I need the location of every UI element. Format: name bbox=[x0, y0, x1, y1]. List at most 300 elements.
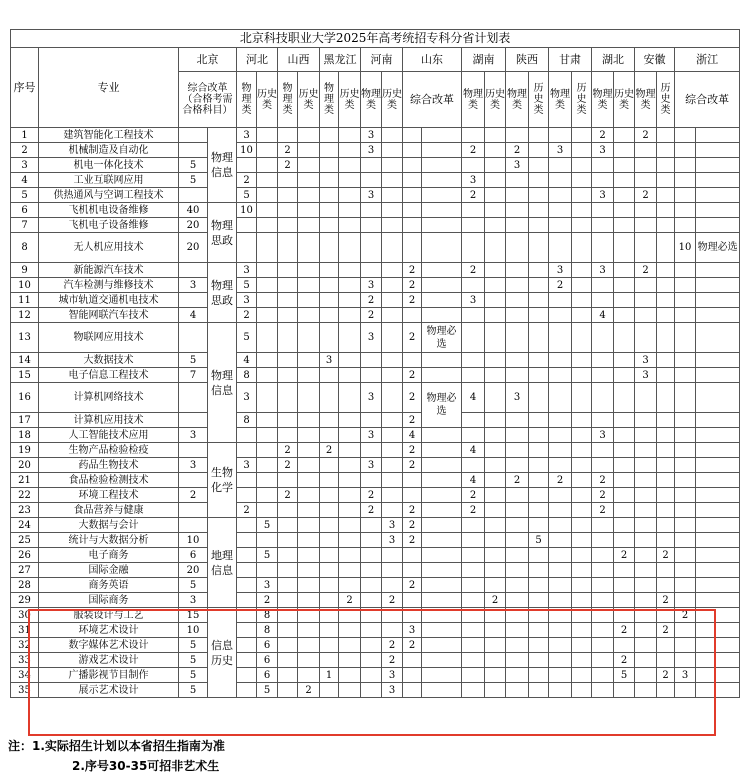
cell-bj: 20 bbox=[179, 218, 208, 233]
table-row bbox=[11, 203, 740, 218]
cell-hunan-h bbox=[485, 188, 506, 203]
cell-hebei-p: 5 bbox=[237, 278, 257, 293]
cell-hlj-h bbox=[339, 548, 361, 563]
cell-gansu-h bbox=[572, 623, 592, 638]
cell-hebei-h: 6 bbox=[257, 653, 278, 668]
cell-shanxi-p bbox=[278, 503, 298, 518]
cell-seq: 10 bbox=[11, 278, 39, 293]
cell-seq: 35 bbox=[11, 683, 39, 698]
cell-shanxi-h bbox=[298, 128, 320, 143]
cell-sd-b bbox=[422, 593, 462, 608]
cell-major: 统计与大数据分析 bbox=[39, 533, 179, 548]
cell-hlj-p bbox=[320, 278, 339, 293]
cell-hebei-p: 2 bbox=[237, 173, 257, 188]
cell-hubei-p bbox=[592, 623, 614, 638]
cell-hebei-p: 8 bbox=[237, 368, 257, 383]
cell-hlj-p bbox=[320, 503, 339, 518]
cell-shanxi-p bbox=[278, 593, 298, 608]
cell-hunan-h bbox=[485, 158, 506, 173]
cell-major: 工业互联网应用 bbox=[39, 173, 179, 188]
header-hunan-phys: 物理类 bbox=[462, 72, 485, 128]
cell-hunan-p bbox=[462, 158, 485, 173]
cell-anhui-h bbox=[657, 233, 675, 263]
cell-shaanxi-p bbox=[506, 233, 529, 263]
cell-gansu-p bbox=[549, 173, 572, 188]
cell-zj-a bbox=[675, 383, 696, 413]
cell-anhui-p bbox=[635, 443, 657, 458]
cell-hlj-h bbox=[339, 188, 361, 203]
cell-hubei-h bbox=[614, 188, 635, 203]
cell-anhui-h bbox=[657, 653, 675, 668]
cell-gansu-p bbox=[549, 458, 572, 473]
footnote-2: 2.序号30-35可招非艺术生 bbox=[72, 759, 220, 773]
cell-sd-a: 2 bbox=[403, 518, 422, 533]
cell-sd-b bbox=[422, 548, 462, 563]
cell-hubei-h: 2 bbox=[614, 653, 635, 668]
cell-hunan-h bbox=[485, 638, 506, 653]
cell-shanxi-h bbox=[298, 158, 320, 173]
cell-shaanxi-p bbox=[506, 173, 529, 188]
cell-zj-a bbox=[675, 158, 696, 173]
cell-zj-b bbox=[696, 128, 740, 143]
cell-gansu-p bbox=[549, 218, 572, 233]
cell-shanxi-h bbox=[298, 233, 320, 263]
cell-hunan-h bbox=[485, 383, 506, 413]
header-hebei-phys: 物理类 bbox=[237, 72, 257, 128]
cell-zj-a bbox=[675, 188, 696, 203]
cell-sd-a: 2 bbox=[403, 443, 422, 458]
header-province-zhejiang: 浙江 bbox=[675, 48, 740, 72]
cell-hebei-p: 5 bbox=[237, 188, 257, 203]
cell-bj: 5 bbox=[179, 653, 208, 668]
cell-sd-b bbox=[422, 608, 462, 623]
cell-hunan-p bbox=[462, 128, 485, 143]
cell-bj: 6 bbox=[179, 548, 208, 563]
cell-henan-p: 3 bbox=[361, 428, 382, 443]
cell-hlj-h bbox=[339, 353, 361, 368]
cell-henan-p bbox=[361, 218, 382, 233]
cell-hunan-h: 2 bbox=[485, 593, 506, 608]
cell-hlj-p: 1 bbox=[320, 668, 339, 683]
cell-sd-a: 2 bbox=[403, 413, 422, 428]
cell-gansu-p bbox=[549, 383, 572, 413]
header-anhui-hist: 历史类 bbox=[657, 72, 675, 128]
cell-hebei-h bbox=[257, 488, 278, 503]
header-row-provinces bbox=[11, 48, 740, 72]
cell-gansu-p bbox=[549, 503, 572, 518]
subject-group-label: 生物化学 bbox=[208, 443, 237, 518]
header-beijing-reform: 综合改革（合格考需合格科目） bbox=[179, 72, 237, 128]
cell-hunan-h bbox=[485, 143, 506, 158]
cell-gansu-p bbox=[549, 413, 572, 428]
cell-shaanxi-h bbox=[529, 308, 549, 323]
cell-gansu-p: 2 bbox=[549, 278, 572, 293]
cell-shaanxi-h bbox=[529, 518, 549, 533]
cell-bj bbox=[179, 443, 208, 458]
cell-henan-h bbox=[382, 293, 403, 308]
header-heilongjiang-hist: 历史类 bbox=[339, 72, 361, 128]
cell-henan-h bbox=[382, 428, 403, 443]
cell-hlj-p bbox=[320, 623, 339, 638]
cell-sd-b bbox=[422, 578, 462, 593]
cell-gansu-h bbox=[572, 593, 592, 608]
cell-sd-b bbox=[422, 233, 462, 263]
cell-zj-a bbox=[675, 653, 696, 668]
cell-gansu-h bbox=[572, 293, 592, 308]
cell-zj-a bbox=[675, 293, 696, 308]
cell-anhui-p bbox=[635, 278, 657, 293]
cell-hunan-p bbox=[462, 683, 485, 698]
cell-zj-a bbox=[675, 533, 696, 548]
cell-anhui-p bbox=[635, 473, 657, 488]
cell-gansu-p bbox=[549, 623, 572, 638]
cell-hunan-p: 2 bbox=[462, 188, 485, 203]
cell-shanxi-p bbox=[278, 278, 298, 293]
cell-gansu-h bbox=[572, 443, 592, 458]
cell-zj-b bbox=[696, 323, 740, 353]
cell-henan-p bbox=[361, 683, 382, 698]
cell-shanxi-h bbox=[298, 263, 320, 278]
cell-shanxi-p bbox=[278, 518, 298, 533]
cell-shanxi-h bbox=[298, 278, 320, 293]
cell-anhui-h bbox=[657, 263, 675, 278]
cell-hlj-p bbox=[320, 428, 339, 443]
cell-seq: 33 bbox=[11, 653, 39, 668]
cell-hlj-p bbox=[320, 293, 339, 308]
table-row bbox=[11, 503, 740, 518]
cell-hubei-h bbox=[614, 203, 635, 218]
cell-hebei-h bbox=[257, 203, 278, 218]
cell-hebei-p bbox=[237, 488, 257, 503]
cell-hunan-p bbox=[462, 413, 485, 428]
cell-hebei-p bbox=[237, 548, 257, 563]
cell-gansu-p bbox=[549, 683, 572, 698]
cell-zj-b bbox=[696, 428, 740, 443]
cell-major: 服装设计与工艺 bbox=[39, 608, 179, 623]
cell-hunan-h bbox=[485, 293, 506, 308]
cell-shaanxi-h bbox=[529, 548, 549, 563]
cell-bj: 3 bbox=[179, 278, 208, 293]
cell-major: 国际金融 bbox=[39, 563, 179, 578]
cell-sd-b bbox=[422, 533, 462, 548]
cell-anhui-h bbox=[657, 143, 675, 158]
cell-hunan-h bbox=[485, 203, 506, 218]
cell-sd-a bbox=[403, 143, 422, 158]
cell-bj: 20 bbox=[179, 563, 208, 578]
cell-shanxi-p bbox=[278, 413, 298, 428]
cell-anhui-p bbox=[635, 623, 657, 638]
cell-anhui-p bbox=[635, 503, 657, 518]
cell-bj bbox=[179, 188, 208, 203]
cell-anhui-h bbox=[657, 503, 675, 518]
table-row bbox=[11, 443, 740, 458]
cell-henan-p: 2 bbox=[361, 488, 382, 503]
cell-gansu-h bbox=[572, 683, 592, 698]
cell-sd-b bbox=[422, 458, 462, 473]
cell-zj-a bbox=[675, 413, 696, 428]
cell-gansu-p: 3 bbox=[549, 263, 572, 278]
cell-hunan-p bbox=[462, 428, 485, 443]
cell-hubei-p: 3 bbox=[592, 263, 614, 278]
cell-zj-b bbox=[696, 263, 740, 278]
table-row bbox=[11, 308, 740, 323]
cell-gansu-p bbox=[549, 668, 572, 683]
cell-shaanxi-p bbox=[506, 323, 529, 353]
header-gansu-hist: 历史类 bbox=[572, 72, 592, 128]
cell-zj-b bbox=[696, 353, 740, 368]
cell-hlj-h bbox=[339, 428, 361, 443]
cell-gansu-h bbox=[572, 563, 592, 578]
cell-hunan-h bbox=[485, 488, 506, 503]
cell-zj-b bbox=[696, 383, 740, 413]
cell-hebei-h: 5 bbox=[257, 548, 278, 563]
table-row bbox=[11, 383, 740, 413]
cell-shaanxi-h bbox=[529, 293, 549, 308]
cell-anhui-p bbox=[635, 203, 657, 218]
cell-shanxi-h bbox=[298, 188, 320, 203]
cell-zj-a: 2 bbox=[675, 608, 696, 623]
cell-seq: 12 bbox=[11, 308, 39, 323]
table-row bbox=[11, 653, 740, 668]
cell-shaanxi-h bbox=[529, 173, 549, 188]
cell-gansu-h bbox=[572, 638, 592, 653]
cell-hlj-h bbox=[339, 143, 361, 158]
cell-seq: 28 bbox=[11, 578, 39, 593]
cell-gansu-p bbox=[549, 518, 572, 533]
cell-hebei-p bbox=[237, 428, 257, 443]
cell-hunan-p bbox=[462, 353, 485, 368]
cell-hubei-h: 5 bbox=[614, 668, 635, 683]
cell-henan-h bbox=[382, 443, 403, 458]
cell-hebei-h bbox=[257, 533, 278, 548]
cell-shanxi-p bbox=[278, 668, 298, 683]
cell-hunan-p: 4 bbox=[462, 383, 485, 413]
cell-henan-p: 2 bbox=[361, 308, 382, 323]
cell-zj-b bbox=[696, 668, 740, 683]
cell-hunan-p: 2 bbox=[462, 263, 485, 278]
cell-shaanxi-h bbox=[529, 623, 549, 638]
cell-gansu-h bbox=[572, 158, 592, 173]
cell-major: 环境工程技术 bbox=[39, 488, 179, 503]
cell-sd-a: 2 bbox=[403, 533, 422, 548]
cell-shaanxi-h bbox=[529, 233, 549, 263]
cell-shanxi-h bbox=[298, 518, 320, 533]
header-major: 专业 bbox=[39, 48, 179, 128]
cell-hlj-p bbox=[320, 458, 339, 473]
cell-shaanxi-h bbox=[529, 683, 549, 698]
cell-henan-p: 2 bbox=[361, 293, 382, 308]
cell-shanxi-p bbox=[278, 623, 298, 638]
cell-anhui-p bbox=[635, 668, 657, 683]
cell-shaanxi-p bbox=[506, 653, 529, 668]
cell-shaanxi-p bbox=[506, 278, 529, 293]
cell-hubei-p bbox=[592, 278, 614, 293]
cell-anhui-h bbox=[657, 488, 675, 503]
cell-anhui-h bbox=[657, 578, 675, 593]
cell-hebei-h bbox=[257, 173, 278, 188]
cell-hlj-h bbox=[339, 623, 361, 638]
cell-hunan-p: 4 bbox=[462, 473, 485, 488]
cell-hubei-p bbox=[592, 518, 614, 533]
cell-hebei-p bbox=[237, 473, 257, 488]
cell-hunan-h bbox=[485, 458, 506, 473]
cell-hebei-h bbox=[257, 503, 278, 518]
cell-hebei-p: 10 bbox=[237, 143, 257, 158]
cell-hlj-p bbox=[320, 518, 339, 533]
cell-henan-p bbox=[361, 158, 382, 173]
cell-hunan-h bbox=[485, 503, 506, 518]
cell-zj-a bbox=[675, 173, 696, 188]
cell-gansu-p bbox=[549, 158, 572, 173]
cell-henan-p bbox=[361, 443, 382, 458]
cell-hubei-h bbox=[614, 593, 635, 608]
cell-gansu-h bbox=[572, 353, 592, 368]
cell-shaanxi-p bbox=[506, 203, 529, 218]
cell-sd-b bbox=[422, 188, 462, 203]
cell-hebei-p bbox=[237, 638, 257, 653]
cell-anhui-p: 3 bbox=[635, 353, 657, 368]
cell-hlj-p bbox=[320, 263, 339, 278]
cell-shanxi-p bbox=[278, 203, 298, 218]
cell-hubei-p: 3 bbox=[592, 188, 614, 203]
cell-zj-b bbox=[696, 623, 740, 638]
cell-hlj-p bbox=[320, 173, 339, 188]
cell-zj-b bbox=[696, 203, 740, 218]
cell-hubei-h bbox=[614, 443, 635, 458]
cell-hlj-p bbox=[320, 473, 339, 488]
cell-shanxi-h bbox=[298, 293, 320, 308]
cell-hlj-h bbox=[339, 458, 361, 473]
header-shanxi-phys: 物理类 bbox=[278, 72, 298, 128]
cell-bj: 40 bbox=[179, 203, 208, 218]
cell-sd-a bbox=[403, 548, 422, 563]
cell-henan-h bbox=[382, 368, 403, 383]
cell-major: 大数据与会计 bbox=[39, 518, 179, 533]
cell-hunan-h bbox=[485, 533, 506, 548]
enrollment-plan-table bbox=[10, 29, 740, 698]
cell-anhui-h bbox=[657, 308, 675, 323]
cell-anhui-h bbox=[657, 473, 675, 488]
cell-henan-h bbox=[382, 218, 403, 233]
cell-hubei-h bbox=[614, 353, 635, 368]
cell-zj-b bbox=[696, 653, 740, 668]
cell-sd-a: 2 bbox=[403, 638, 422, 653]
cell-zj-b bbox=[696, 308, 740, 323]
header-henan-phys: 物理类 bbox=[361, 72, 382, 128]
header-hubei-phys: 物理类 bbox=[592, 72, 614, 128]
cell-henan-p bbox=[361, 533, 382, 548]
cell-henan-p: 3 bbox=[361, 143, 382, 158]
cell-hubei-p bbox=[592, 548, 614, 563]
cell-bj bbox=[179, 263, 208, 278]
cell-hebei-p: 8 bbox=[237, 413, 257, 428]
cell-henan-h bbox=[382, 233, 403, 263]
cell-sd-b bbox=[422, 353, 462, 368]
header-hubei-hist: 历史类 bbox=[614, 72, 635, 128]
cell-shanxi-h bbox=[298, 308, 320, 323]
cell-zj-a: 10 bbox=[675, 233, 696, 263]
cell-hlj-h bbox=[339, 203, 361, 218]
table-title: 北京科技职业大学2025年高考统招专科分省计划表 bbox=[11, 30, 740, 48]
cell-shanxi-h bbox=[298, 653, 320, 668]
cell-anhui-h bbox=[657, 413, 675, 428]
cell-gansu-p bbox=[549, 128, 572, 143]
cell-bj: 3 bbox=[179, 428, 208, 443]
cell-hlj-p bbox=[320, 608, 339, 623]
cell-henan-p: 2 bbox=[361, 503, 382, 518]
header-province-gansu: 甘肃 bbox=[549, 48, 592, 72]
cell-anhui-h bbox=[657, 533, 675, 548]
cell-hebei-p bbox=[237, 533, 257, 548]
cell-henan-h bbox=[382, 353, 403, 368]
cell-shaanxi-p bbox=[506, 623, 529, 638]
cell-seq: 8 bbox=[11, 233, 39, 263]
cell-hubei-p bbox=[592, 563, 614, 578]
cell-hubei-h bbox=[614, 473, 635, 488]
header-heilongjiang-phys: 物理类 bbox=[320, 72, 339, 128]
cell-henan-p bbox=[361, 263, 382, 278]
header-shaanxi-hist: 历史类 bbox=[529, 72, 549, 128]
cell-shaanxi-h bbox=[529, 578, 549, 593]
subject-group-label: 物理信息 bbox=[208, 128, 237, 203]
cell-gansu-p bbox=[549, 653, 572, 668]
cell-hebei-p bbox=[237, 518, 257, 533]
cell-bj bbox=[179, 503, 208, 518]
cell-anhui-p bbox=[635, 593, 657, 608]
cell-henan-h bbox=[382, 173, 403, 188]
cell-anhui-h bbox=[657, 638, 675, 653]
cell-zj-a bbox=[675, 518, 696, 533]
cell-zj-b bbox=[696, 488, 740, 503]
cell-seq: 32 bbox=[11, 638, 39, 653]
cell-shanxi-h bbox=[298, 368, 320, 383]
table-row bbox=[11, 518, 740, 533]
cell-anhui-p bbox=[635, 308, 657, 323]
cell-hubei-p bbox=[592, 173, 614, 188]
cell-gansu-h bbox=[572, 233, 592, 263]
cell-shaanxi-p bbox=[506, 608, 529, 623]
cell-hlj-h: 2 bbox=[339, 593, 361, 608]
cell-sd-a bbox=[403, 188, 422, 203]
cell-hlj-h bbox=[339, 383, 361, 413]
cell-shaanxi-p bbox=[506, 368, 529, 383]
cell-major: 飞机电子设备维修 bbox=[39, 218, 179, 233]
cell-bj bbox=[179, 293, 208, 308]
table-row bbox=[11, 128, 740, 143]
cell-major: 广播影视节目制作 bbox=[39, 668, 179, 683]
cell-hlj-p bbox=[320, 578, 339, 593]
cell-hubei-p bbox=[592, 203, 614, 218]
cell-shanxi-p bbox=[278, 368, 298, 383]
cell-hunan-p: 2 bbox=[462, 503, 485, 518]
cell-shaanxi-p bbox=[506, 563, 529, 578]
cell-henan-p bbox=[361, 593, 382, 608]
cell-hubei-p bbox=[592, 668, 614, 683]
cell-henan-p bbox=[361, 173, 382, 188]
cell-hebei-p bbox=[237, 623, 257, 638]
cell-shanxi-p: 2 bbox=[278, 443, 298, 458]
cell-hlj-h bbox=[339, 233, 361, 263]
cell-seq: 2 bbox=[11, 143, 39, 158]
cell-anhui-p bbox=[635, 293, 657, 308]
cell-hebei-p: 3 bbox=[237, 128, 257, 143]
cell-anhui-h: 2 bbox=[657, 593, 675, 608]
cell-henan-h bbox=[382, 548, 403, 563]
cell-zj-a bbox=[675, 428, 696, 443]
cell-anhui-p bbox=[635, 383, 657, 413]
cell-gansu-h bbox=[572, 308, 592, 323]
cell-shaanxi-h bbox=[529, 593, 549, 608]
